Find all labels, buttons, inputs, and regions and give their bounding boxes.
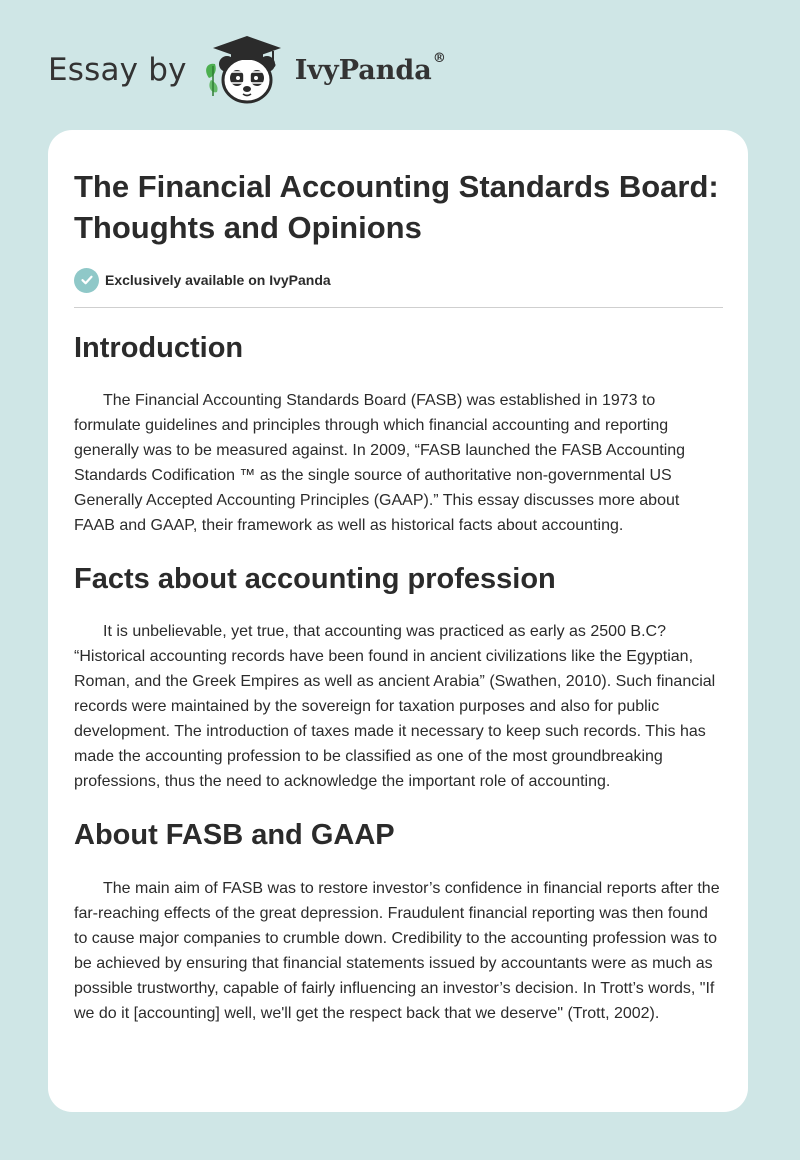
site-logo[interactable]: [48, 34, 446, 106]
exclusive-badge: [74, 265, 723, 295]
panda-graduate-icon: [201, 34, 289, 106]
article-card: [48, 130, 748, 1112]
divider: [74, 307, 723, 308]
section-heading: About FASB and GAAP: [74, 819, 395, 851]
section-heading: Introduction: [74, 332, 244, 364]
article-title: The Financial Accounting Standards Board: Thoughts and Opinions: [74, 169, 719, 245]
section-heading: Facts about accounting profession: [74, 563, 556, 595]
section-introduction: [74, 330, 723, 538]
exclusive-badge-label: Exclusively available on IvyPanda: [105, 272, 331, 288]
brand-name: IvyPanda®: [294, 50, 446, 86]
section-paragraph: The main aim of FASB was to restore investor’s confidence in financial reports after the far-reaching effects of the great depression. Fraudulent financial reporting was then found to cause major companies to crumble down. Credibility to the accounting profession was to be achieved by ensuring that financial statements issued by accountants were as much as possible trustworthy, capable of fairly influencing an investor’s decision. In Trott’s words, "If we do it [accounting] well, we'll get the respect back that we deserve" (Trott, 2002).: [74, 880, 720, 1022]
section-facts-about-accounting: [74, 561, 723, 794]
section-paragraph: It is unbelievable, yet true, that accounting was practiced as early as 2500 B.C? “Historical accounting records have been found in ancient civilizations like the Egyptian, Roman, and the Greek Empires as well as ancient Arabia” (Swathen, 2010). Such financial records were maintained by the sovereign for taxation purposes and also for public development. The introduction of taxes made it necessary to keep such records. This has made the accounting profession to be classified as one of the most groundbreaking professions, thus the need to acknowledge the important role of accounting.: [74, 623, 716, 790]
check-circle-icon: [74, 268, 99, 293]
section-paragraph: The Financial Accounting Standards Board (FASB) was established in 1973 to formulate guidelines and principles through which financial accounting and reporting generally was to be measured against. In 2009, “FASB launched the FASB Accounting Standards Codification ™ as the single source of authoritative non-governmental US Generally Accepted Accounting Principles (GAAP).” This essay discusses more about FAAB and GAAP, their framework as well as historical facts about accounting.: [74, 392, 686, 534]
essay-by-label: Essay by: [48, 52, 187, 88]
section-about-fasb-gaap: [74, 817, 723, 1026]
